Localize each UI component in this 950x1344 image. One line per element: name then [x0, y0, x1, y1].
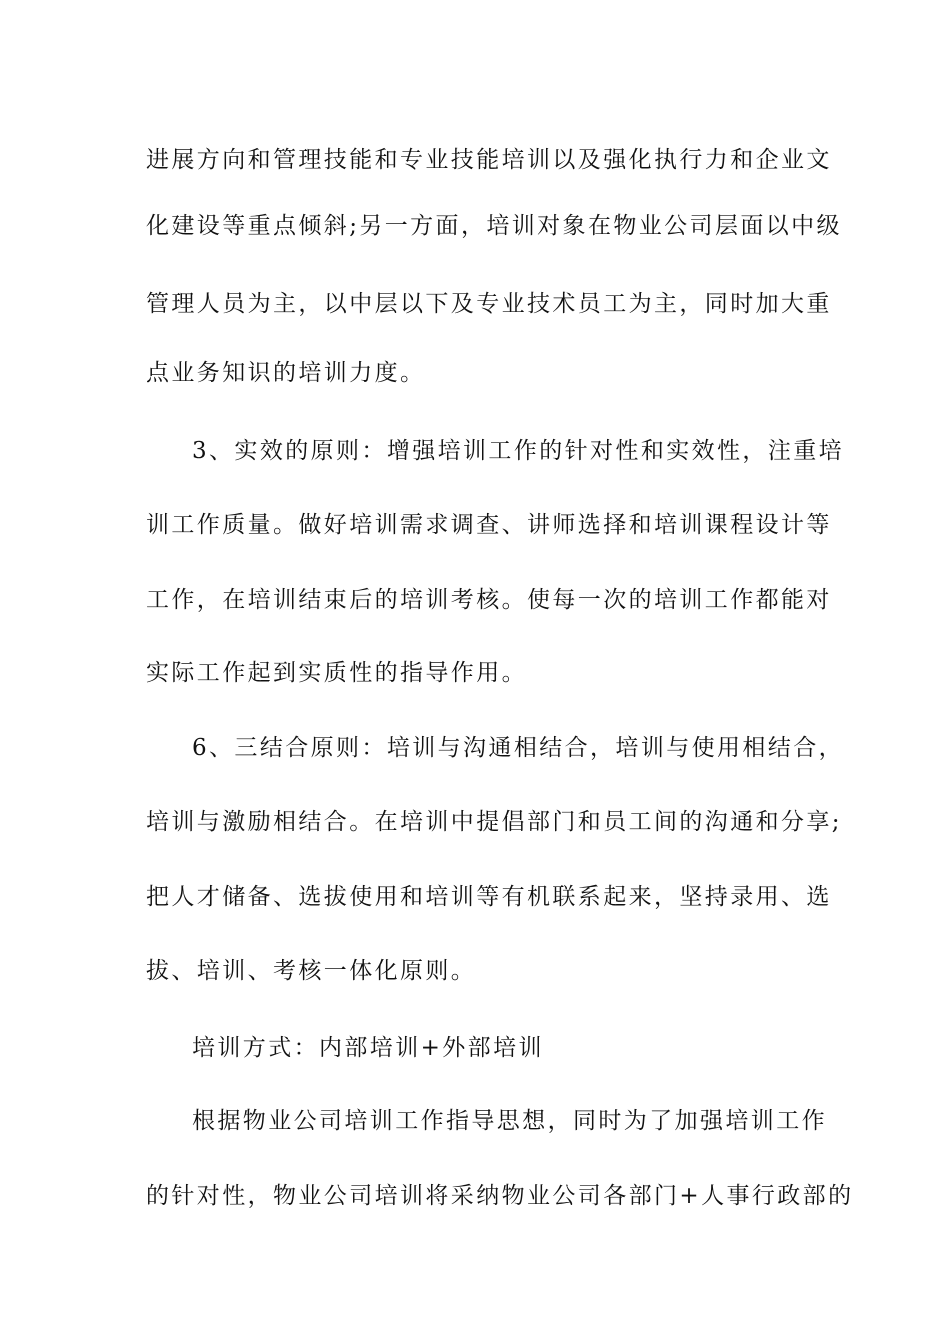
text-line: 拔、培训、考核一体化原则。 — [146, 958, 477, 984]
text-line: 的针对性，物业公司培训将采纳物业公司各部门+人事行政部的 — [146, 1183, 854, 1209]
text-line: 工作，在培训结束后的培训考核。使每一次的培训工作都能对 — [146, 587, 832, 613]
text-line: 6、三结合原则：培训与沟通相结合，培训与使用相结合， — [192, 735, 845, 761]
text-line: 根据物业公司培训工作指导思想，同时为了加强培训工作 — [192, 1108, 827, 1134]
text-line: 培训与激励相结合。在培训中提倡部门和员工间的沟通和分享; — [146, 809, 842, 835]
text-line: 培训方式：内部培训+外部培训 — [192, 1035, 544, 1061]
text-line: 把人才储备、选拔使用和培训等有机联系起来，坚持录用、选 — [146, 884, 832, 910]
text-line: 进展方向和管理技能和专业技能培训以及强化执行力和企业文 — [146, 147, 832, 173]
text-line: 管理人员为主，以中层以下及专业技术员工为主，同时加大重 — [146, 291, 832, 317]
text-line: 点业务知识的培训力度。 — [146, 360, 426, 386]
text-line: 3、实效的原则：增强培训工作的针对性和实效性，注重培 — [192, 438, 845, 464]
text-line: 实际工作起到实质性的指导作用。 — [146, 660, 527, 686]
text-line: 化建设等重点倾斜;另一方面，培训对象在物业公司层面以中级 — [146, 213, 842, 239]
text-line: 训工作质量。做好培训需求调查、讲师选择和培训课程设计等 — [146, 512, 832, 538]
